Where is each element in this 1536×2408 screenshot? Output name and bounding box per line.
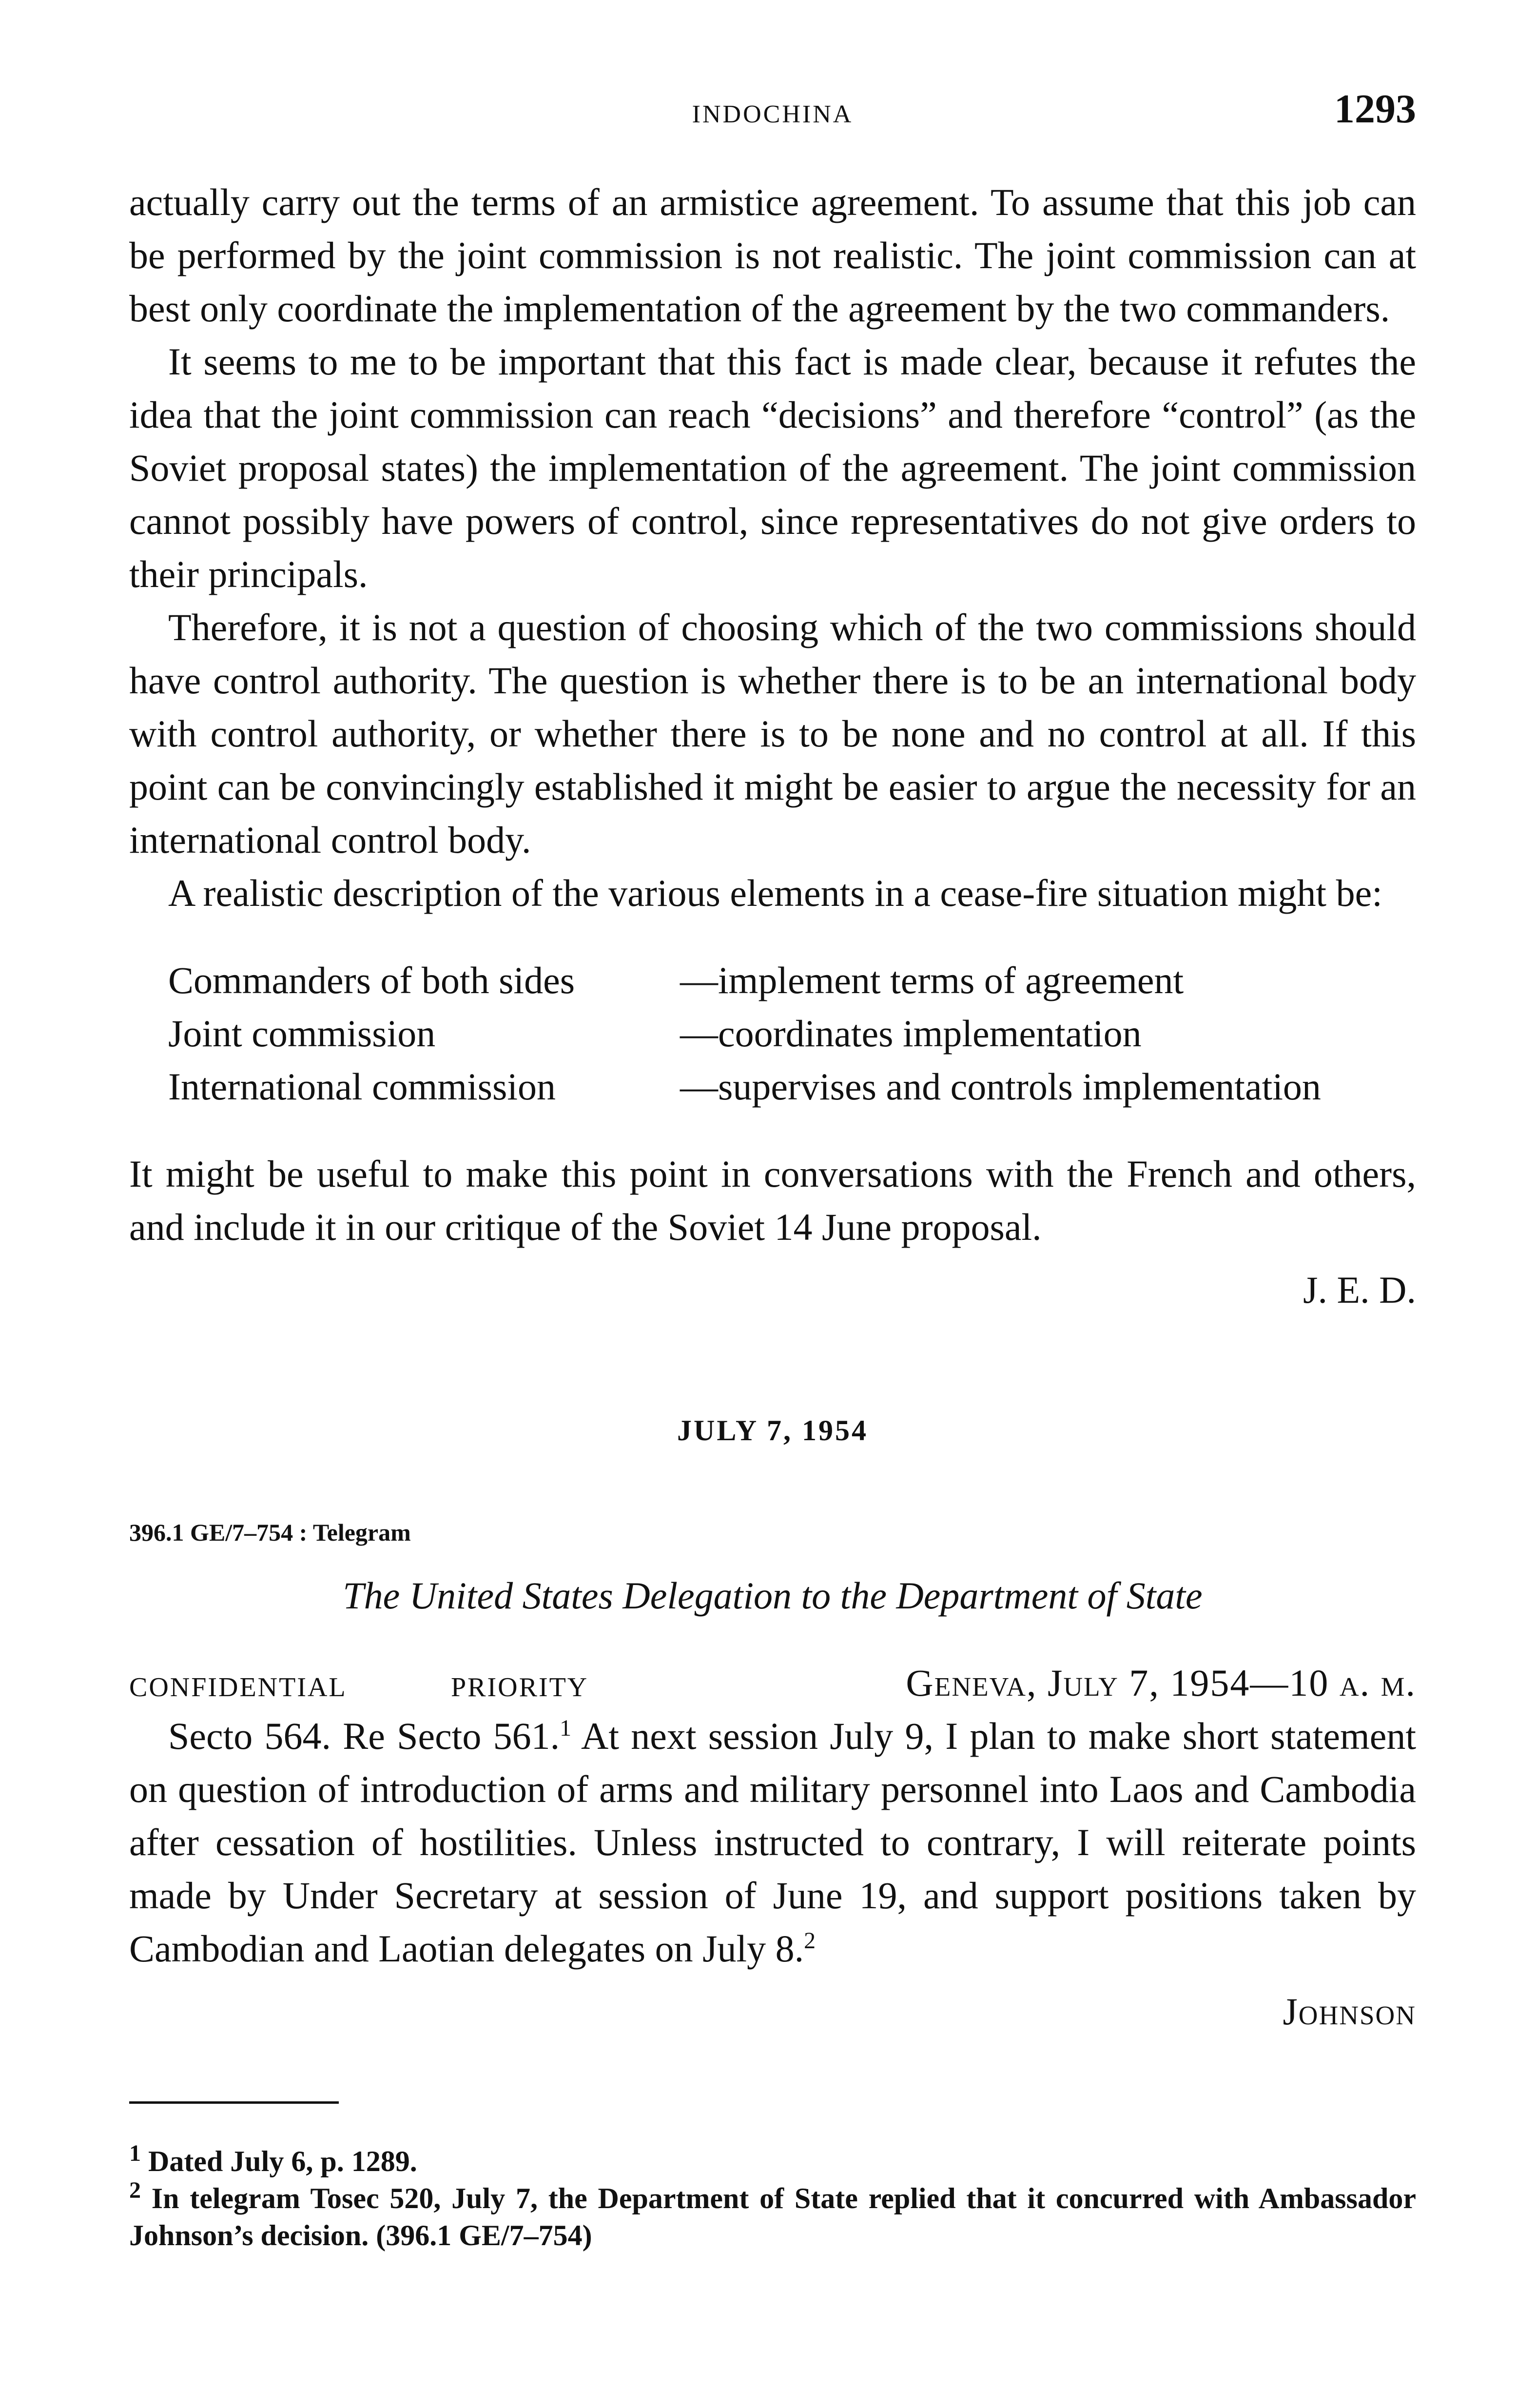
- element-role: —coordinates implementation: [680, 1012, 1142, 1055]
- element-row: [168, 1007, 1416, 1060]
- signature-initials: J. E. D.: [1303, 1269, 1416, 1311]
- paragraph: actually carry out the terms of an armistice agreement. To assume that this job can be performed by the joint commission is not realistic. The joint commission can at best only coordinate the implementation of the agreement by the two commanders.: [129, 181, 1416, 330]
- telegram-text: At next session July 9, I plan to make short statement on question of introduction of arms and military personnel into Laos and Cambodia after cessation of hostilities. Unless instructed to contrary, I will reiterate points made by Under Secretary at session of June 19, and support positions taken by Cambodian and Laotian delegates on July 8.: [129, 1715, 1416, 1970]
- footnote-reference: 1: [560, 1715, 572, 1741]
- classification-label: CONFIDENTIAL: [129, 1672, 347, 1703]
- footnote-divider: [129, 2101, 339, 2104]
- element-name: Joint commission: [168, 1012, 436, 1055]
- signature-name: Johnson: [1283, 1990, 1416, 2033]
- footnote: [129, 2177, 1417, 2254]
- file-reference: 396.1 GE/7–754 : Telegram: [129, 1519, 411, 1546]
- body-text: [129, 176, 1416, 2254]
- element-role: —supervises and controls implementation: [680, 1065, 1321, 1108]
- paragraph: It seems to me to be important that this fact is made clear, because it refutes the idea that the joint commission can reach “decisions” and therefore “control” (as the Soviet proposal states) the implementation of the agreement. The joint commission cannot possibly have powers of control, since representatives do not give orders to their principals.: [129, 340, 1416, 595]
- element-role: —implement terms of agreement: [680, 959, 1184, 1001]
- place-date: Geneva, July 7, 1954—10 a. m.: [906, 1662, 1416, 1704]
- document-page: [129, 0, 1416, 2408]
- paragraph: Therefore, it is not a question of choosing which of the two commissions should have control authority. The question is whether there is to be an international body with control authority, or whether there is to be none and no control at all. If this point can be convincingly established it might be easier to argue the necessity for an international control body.: [129, 606, 1416, 861]
- page-header: [129, 85, 1416, 139]
- element-name: International commission: [168, 1065, 556, 1108]
- date-heading: JULY 7, 1954: [677, 1414, 868, 1447]
- element-row: [168, 954, 1416, 1007]
- footnote-mark: 2: [129, 2177, 141, 2203]
- element-row: [168, 1060, 1416, 1113]
- footnote: [129, 2140, 1416, 2180]
- footnote-mark: 1: [129, 2140, 141, 2166]
- running-title: INDOCHINA: [692, 100, 854, 128]
- footnote-text: Dated July 6, p. 1289.: [148, 2145, 417, 2177]
- telegram-paragraph: [129, 1709, 1416, 1975]
- telegram-title: The United States Delegation to the Department of State: [343, 1574, 1203, 1617]
- page-number: 1293: [1334, 86, 1416, 132]
- priority-label: PRIORITY: [451, 1672, 589, 1703]
- closing-paragraph: It might be useful to make this point in conversations with the French and others, and include it in our critique of the Soviet 14 June proposal.: [129, 1153, 1416, 1248]
- elements-list: [168, 954, 1416, 1113]
- telegram-text: Secto 564. Re Secto 561.: [168, 1715, 560, 1757]
- footnotes: [129, 2140, 1417, 2254]
- paragraph: A realistic description of the various elements in a cease-fire situation might be:: [168, 872, 1382, 914]
- footnote-reference: 2: [804, 1928, 816, 1954]
- telegram-meta: [129, 1656, 1416, 1709]
- footnote-text: In telegram Tosec 520, July 7, the Department of State replied that it concurred with Ambassador Johnson’s decision. (396.1 GE/7–754): [129, 2182, 1417, 2251]
- element-name: Commanders of both sides: [168, 959, 575, 1001]
